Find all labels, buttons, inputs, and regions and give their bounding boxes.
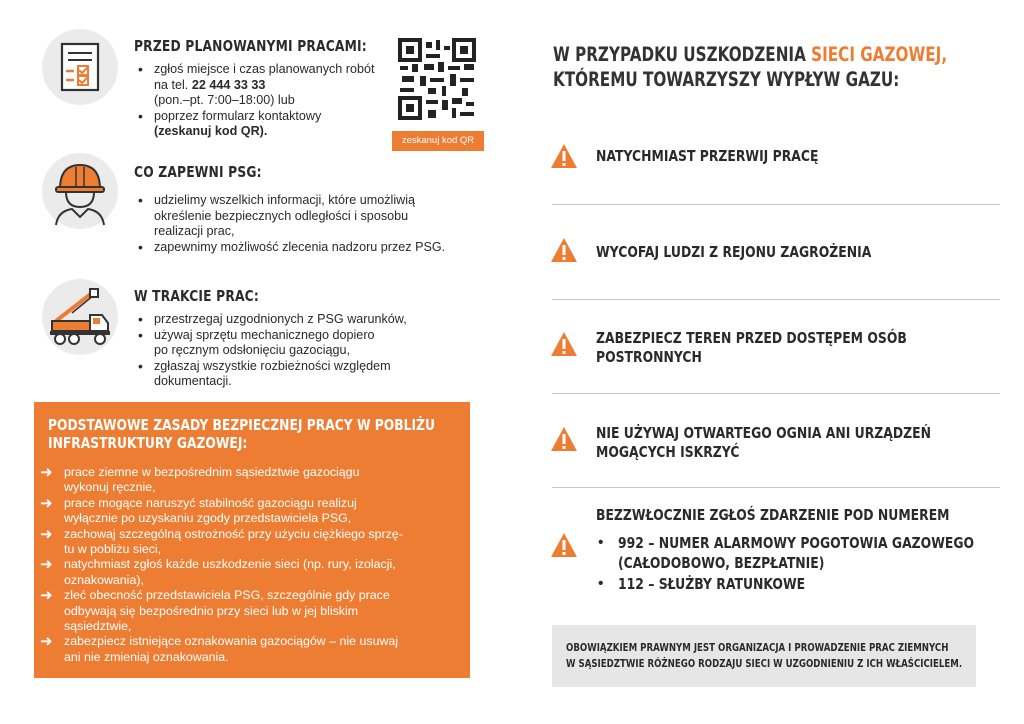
list-item: • udzielimy wszelkich informacji, które umożliwią określenie bezpiecznych odległości i sposobu realizacji prac, — [154, 193, 514, 240]
warning-triangle-icon — [550, 331, 578, 357]
divider — [552, 204, 1000, 205]
rule-item: ➜ zachowaj szczególną ostrożność przy użyciu ciężkiego sprzę- tu w pobliżu sieci, — [40, 525, 403, 557]
during-works-title: W TRAKCIE PRAC: — [134, 287, 259, 305]
qr-code-icon[interactable] — [398, 38, 476, 120]
arrow-right-icon: ➜ — [40, 464, 53, 481]
warning-triangle-icon — [550, 426, 578, 452]
divider — [552, 393, 1000, 394]
list-item: • używaj sprzętu mechanicznego dopiero po ręcznym odsłonięciu gazociągu, — [154, 328, 474, 359]
list-item: • 992 – NUMER ALARMOWY POGOTOWIA GAZOWEGO (CAŁODOBOWO, BEZPŁATNIE) — [618, 533, 1024, 574]
list-item: • 112 – SŁUŻBY RATUNKOWE — [618, 574, 1024, 595]
arrow-right-icon: ➜ — [40, 633, 53, 651]
warning-triangle-icon — [550, 143, 578, 169]
list-item: • zapewnimy możliwość zlecenia nadzoru przez PSG. — [154, 240, 514, 256]
arrow-right-icon: ➜ — [40, 587, 53, 605]
report-title: BEZZWŁOCZNIE ZGŁOŚ ZDARZENIE POD NUMEREM — [596, 506, 950, 524]
list-item: • zgłaszaj wszystkie rozbieżności względem dokumentacji. — [154, 359, 474, 390]
rule-item: ➜ natychmiast zgłoś każde uszkodzenie sieci (np. rury, izolacji, oznakowania), — [40, 556, 396, 587]
rule-item: ➜ zleć obecność przedstawiciela PSG, szczególnie gdy prace odbywają się bezpośrednio przy sieci lub w jej bliskim sąsiedztwie, — [40, 587, 390, 634]
emergency-heading: W PRZYPADKU USZKODZENIA SIECI GAZOWEJ, KTÓREMU TOWARZYSZY WYPŁYW GAZU: — [553, 43, 948, 91]
step-stop-work: NATYCHMIAST PRZERWIJ PRACĘ — [596, 147, 819, 165]
safety-rules-list — [40, 464, 464, 665]
rule-item: ➜ prace ziemne w bezpośrednim sąsiedztwie gazociągu wykonuj ręcznie, — [40, 464, 360, 495]
during-works-list — [136, 312, 474, 390]
right-panel — [512, 0, 1024, 724]
rule-item: ➜ zabezpiecz istniejące oznakowania gazociągów – nie usuwaj ani nie zmieniaj oznakowania. — [40, 633, 399, 664]
emergency-numbers-list — [596, 533, 1024, 595]
list-item: • poprzez formularz kontaktowy (zeskanuj kod QR). — [154, 109, 414, 140]
warning-triangle-icon — [550, 237, 578, 263]
before-works-title: PRZED PLANOWANYMI PRACAMI: — [134, 37, 367, 55]
arrow-right-icon: ➜ — [40, 556, 53, 574]
arrow-right-icon: ➜ — [40, 525, 53, 543]
safety-rules-box — [34, 402, 470, 678]
scan-qr-button[interactable]: zeskanuj kod QR — [392, 131, 484, 151]
step-no-fire: NIE UŻYWAJ OTWARTEGO OGNIA ANI URZĄDZEŃ MOGĄCYCH ISKRZYĆ — [596, 424, 932, 461]
divider — [552, 487, 1000, 488]
checklist-icon — [42, 29, 118, 105]
divider — [552, 299, 1000, 300]
arrow-right-icon: ➜ — [40, 494, 53, 512]
safety-rules-title: PODSTAWOWE ZASADY BEZPIECZNEJ PRACY W POBLIŻU INFRASTRUKTURY GAZOWEJ: — [48, 416, 435, 452]
worker-helmet-icon — [42, 153, 118, 229]
rule-item: ➜ prace mogące naruszyć stabilność gazociągu realizuj wyłącznie po uzyskaniu zgody przedstawiciela PSG, — [40, 494, 357, 526]
before-works-list — [136, 62, 414, 140]
list-item: • zgłoś miejsce i czas planowanych robót na tel. 22 444 33 33 (pon.–pt. 7:00–18:00) lub — [154, 62, 414, 109]
step-evacuate: WYCOFAJ LUDZI Z REJONU ZAGROŻENIA — [596, 243, 872, 261]
warning-triangle-icon — [550, 532, 578, 558]
step-secure-area: ZABEZPIECZ TEREN PRZED DOSTĘPEM OSÓB POSTRONNYCH — [596, 329, 907, 366]
psg-provides-title: CO ZAPEWNI PSG: — [134, 163, 262, 181]
list-item: • przestrzegaj uzgodnionych z PSG warunków, — [154, 312, 474, 328]
phone-number: 22 444 33 33 — [191, 77, 266, 92]
psg-provides-list — [136, 193, 514, 255]
crane-truck-icon — [42, 279, 118, 355]
legal-notice: OBOWIĄZKIEM PRAWNYM JEST ORGANIZACJA I PROWADZENIE PRAC ZIEMNYCH W SĄSIEDZTWIE RÓŻNEGO RODZAJU SIECI W UZGODNIENIU Z ICH WŁAŚCICIELEM. — [552, 625, 976, 687]
